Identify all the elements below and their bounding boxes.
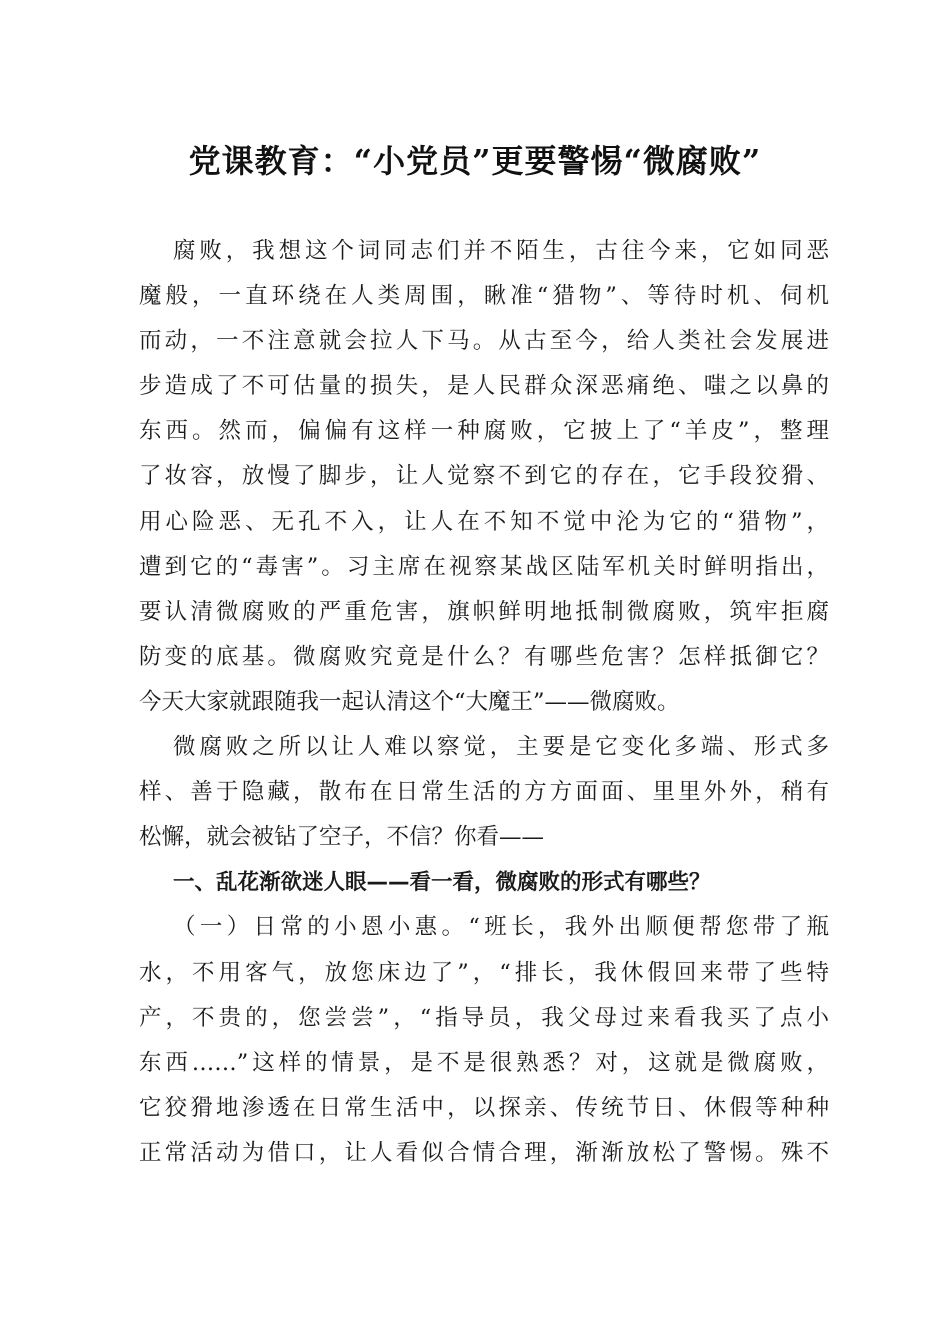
body-line: 水，不用客气，放您床边了”，“排长，我休假回来带了些特 xyxy=(139,959,829,986)
body-line: 防变的底基。微腐败究竟是什么？有哪些危害？怎样抵御它？ xyxy=(139,643,829,670)
body-line: 东西……”这样的情景，是不是很熟悉？对，这就是微腐败， xyxy=(139,1049,829,1076)
body-line: 了妆容，放慢了脚步，让人觉察不到它的存在，它手段狡猾、 xyxy=(139,463,829,490)
section-heading: 一、乱花渐欲迷人眼——看一看，微腐败的形式有哪些？ xyxy=(173,870,711,896)
body-line: 样、善于隐藏，散布在日常生活的方方面面、里里外外，稍有 xyxy=(139,779,829,806)
body-line: 正常活动为借口，让人看似合情合理，渐渐放松了警惕。殊不 xyxy=(139,1139,829,1166)
body-line: 腐败，我想这个词同志们并不陌生，古往今来，它如同恶 xyxy=(173,238,829,264)
body-line: 微腐败之所以让人难以察觉，主要是它变化多端、形式多 xyxy=(173,734,829,761)
document-body xyxy=(139,229,829,1176)
document-title: 党课教育：“小党员”更要警惕“微腐败” xyxy=(188,142,762,180)
body-line: 东西。然而，偏偏有这样一种腐败，它披上了“羊皮”，整理 xyxy=(139,418,829,445)
body-line: 而动，一不注意就会拉人下马。从古至今，给人类社会发展进 xyxy=(139,328,829,355)
body-line: 遭到它的“毒害”。习主席在视察某战区陆军机关时鲜明指出， xyxy=(139,553,829,580)
body-line: 它狡猾地渗透在日常生活中，以探亲、传统节日、休假等种种 xyxy=(139,1094,829,1121)
body-line: 魔般，一直环绕在人类周围，瞅准“猎物”、等待时机、伺机 xyxy=(139,283,829,310)
body-line: 今天大家就跟随我一起认清这个“大魔王”——微腐败。 xyxy=(139,688,680,715)
body-line: 要认清微腐败的严重危害，旗帜鲜明地抵制微腐败，筑牢拒腐 xyxy=(139,598,829,625)
body-line: 用心险恶、无孔不入，让人在不知不觉中沦为它的“猎物”， xyxy=(139,508,829,535)
body-line: （一）日常的小恩小惠。“班长，我外出顺便帮您带了瓶 xyxy=(173,914,829,941)
body-line: 产，不贵的，您尝尝”，“指导员，我父母过来看我买了点小 xyxy=(139,1004,829,1031)
body-line: 松懈，就会被钻了空子，不信？你看—— xyxy=(139,824,545,851)
body-line: 步造成了不可估量的损失，是人民群众深恶痛绝、嗤之以鼻的 xyxy=(139,373,829,400)
